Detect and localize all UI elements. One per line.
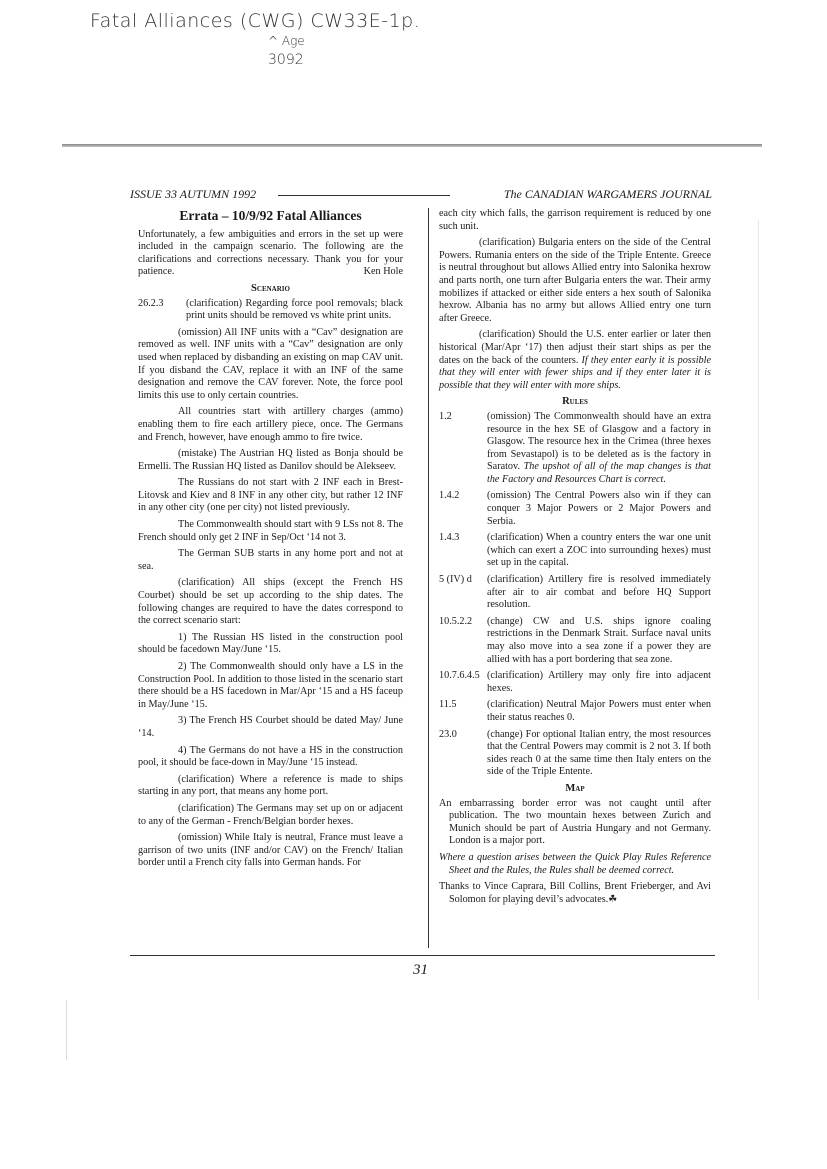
rule-item [439,616,711,666]
rule-body: (change) CW and U.S. ships ignore coaling restrictions in the Denmark Strait. Surface naval units may also move into a sea zone if a power they are allied with has a port bordering that sea zone. [487,615,711,665]
handwritten-mark: ^ Age [268,34,305,48]
footer-rule [130,955,715,956]
section-heading-rules: Rules [562,396,588,408]
rule-number: 1.4.2 [439,490,460,502]
handwritten-note: Fatal Alliances (CWG) CW33E-1p. [90,10,421,32]
rule-body: (clarification) Artillery fire is resolved immediately after air to air combat and before HQ Support resolution. [487,574,711,611]
acknowledgements-text: Thanks to Vince Caprara, Bill Collins, Brent Frieberger, and Avi Solomon for playing devil’s advocates. [439,881,711,905]
section-heading-scenario: Scenario [251,282,290,294]
paragraph-text: (clarification) Should the U.S. enter earlier or later then historical (Mar/Apr ‘17) then adjust their start ships as per the dates on the back of the counters. [439,329,711,366]
page-number: 31 [413,962,428,978]
issue-label: ISSUE 33 AUTUMN 1992 [130,187,257,201]
paragraph: An embarrassing border error was not caught until after publication. The two mountain hexes between Zurich and Munich should be part of Austria Hungary and not Germany. London is a major port. [439,797,711,847]
rule-body: (omission) The Central Powers also win if they can conquer 3 Major Powers or 2 Major Powers and Serbia. [487,490,711,527]
italic-note: Where a question arises between the Quick Play Rules Reference Sheet and the Rules, the Rules shall be deemed correct. [439,851,711,876]
paragraph: (mistake) The Austrian HQ listed as Bonja should be Ermelli. The Russian HQ listed as Danilov should be Alekseev. [138,448,403,472]
rule-item [439,699,711,724]
rule-text [487,729,711,779]
paragraph: (clarification) Where a reference is made to ships starting in any port, that means any home port. [138,773,403,798]
rule-number: 10.7.6.4.5 [439,670,480,682]
scan-edge-line [62,144,762,147]
paragraph: (clarification) All ships (except the French HS Courbet) should be set up according to the ship dates. The following changes are required to have the dates correspond to the correct scenario start: [138,577,403,627]
acknowledgements [439,881,711,906]
right-column [439,208,711,910]
paragraph: All countries start with artillery charges (ammo) enabling them to fire each artillery piece, once. The Germans and French, however, have enough ammo to fire twice. [138,406,403,443]
paragraph: The German SUB starts in any home port and not at sea. [138,548,403,572]
rule-text [487,574,711,612]
paragraph: (omission) While Italy is neutral, France must leave a garrison of two units (INF and/or CAV) on the French/ Italian border until a French city falls into German hands. For [138,832,403,869]
paragraph: (clarification) The Germans may set up on or adjacent to any of the German - French/Belgian border hexes. [138,802,403,827]
rule-number: 11.5 [439,699,457,711]
page-header [130,187,712,201]
rule-body: (clarification) Artillery may only fire into adjacent hexes. [487,670,711,694]
rule-number: 23.0 [439,728,457,740]
paragraph-italic: If they enter early it is possible that they will enter with fewer ships and if they enter later it is possible that they will enter with more ships. [439,354,712,391]
maple-leaf-icon: ☘ [608,893,618,905]
rule-item [439,574,711,612]
rule-text [487,411,711,487]
rule-text [487,616,711,666]
rule-text [487,699,711,724]
left-column [138,210,403,874]
paragraph: The Commonwealth should start with 9 LSs not 8. The French should only get 2 INF in Sep/Oct ‘14 not 3. [138,519,403,543]
rule-text [487,670,711,695]
rule-text [487,490,711,528]
list-item: 2) The Commonwealth should only have a LS in the Construction Pool. In addition to those listed in the scenario start there should be a HS facedown in Mar/Apr ‘15 and a HS faceup in May/June ‘15. [138,661,403,710]
paragraph: (clarification) Bulgaria enters on the side of the Central Powers. Rumania enters on the side of the Triple Entente. Greece is neutral throughout but allows Allied entry into Salonika hexrow and parts north, one turn after Bulgaria enters the war. Their army mobilizes if attacked or either side enters a hex south of Salonika hexrow. Albania has no army but allows Allied entry one turn after Greece. [439,237,711,324]
rule-number: 5 (IV) d [439,574,472,586]
scan-artifact [66,1000,67,1060]
rule-body: (change) For optional Italian entry, the most resources that the Central Powers may commit is 2 not 3. If both sides reach 0 at the same time then Italy enters on the side of the Triple Entente. [487,728,711,778]
rule-item [439,729,711,779]
item-number: 26.2.3 [138,297,164,309]
list-item: 3) The French HS Courbet should be dated May/ June ‘14. [138,715,403,739]
rule-item [439,532,711,570]
rule-number: 1.4.3 [439,532,460,544]
section-heading-map: Map [565,782,585,794]
list-item: 4) The Germans do not have a HS in the construction pool, it should be face-down in May/June ‘15 instead. [138,744,403,769]
rule-text [487,532,711,570]
list-item: 1) The Russian HS listed in the construction pool should be facedown May/June ‘15. [138,631,403,656]
rule-italic-note: The upshot of all of the map changes is that the Factory and Resources Chart is correct. [487,461,711,485]
rule-body: (omission) The Commonwealth should have an extra resource in the hex SE of Glasgow and a factory in Glasgow. The resource hex in the Crimea (three hexes from Sevastapol) is to be deleted as is the factory in Saratov. [487,410,711,473]
item-text: (clarification) Regarding force pool removals; black print units should be removed vs white print units. [186,297,403,322]
scan-artifact [758,220,759,1000]
header-rule [278,195,450,196]
rule-body: (clarification) When a country enters the war one unit (which can exert a ZOC into surrounding hexes) must set up in the capital. [487,532,711,569]
rule-number: 1.2 [439,410,452,422]
paragraph: (omission) All INF units with a “Cav” designation are removed as well. INF units with a “Cav” designation are only used when replaced by disbanding an existing on map CAV unit. If you disband the CAV, replace it with an INF of the same designation and remove the CAV forever. Note, the force pool limits this use to only certain countries. [138,326,403,401]
paragraph: each city which falls, the garrison requirement is reduced by one such unit. [439,208,711,232]
intro-paragraph [138,229,403,279]
handwritten-code: 3092 [268,52,304,68]
rule-item [439,490,711,528]
rule-item [439,670,711,695]
paragraph: The Russians do not start with 2 INF each in Brest-Litovsk and Kiev and 8 INF in any other city, but rather 12 INF in any other city (one per city) not listed previously. [138,477,403,514]
rule-body: (clarification) Neutral Major Powers must enter when their status reaches 0. [487,699,711,723]
errata-item [138,298,403,323]
article-title: Errata – 10/9/92 Fatal Alliances [179,208,362,223]
rule-number: 10.5.2.2 [439,615,473,627]
rule-item [439,411,711,487]
column-divider [428,208,429,948]
paragraph [439,329,711,392]
intro-text: Unfortunately, a few ambiguities and errors in the set up were included in the campaign scenario. The following are the clarifications and corrections necessary. Thank you for your patience. [138,228,403,278]
journal-name: The CANADIAN WARGAMERS JOURNAL [503,187,712,201]
author: Ken Hole [363,266,403,278]
rules-list [439,411,711,779]
